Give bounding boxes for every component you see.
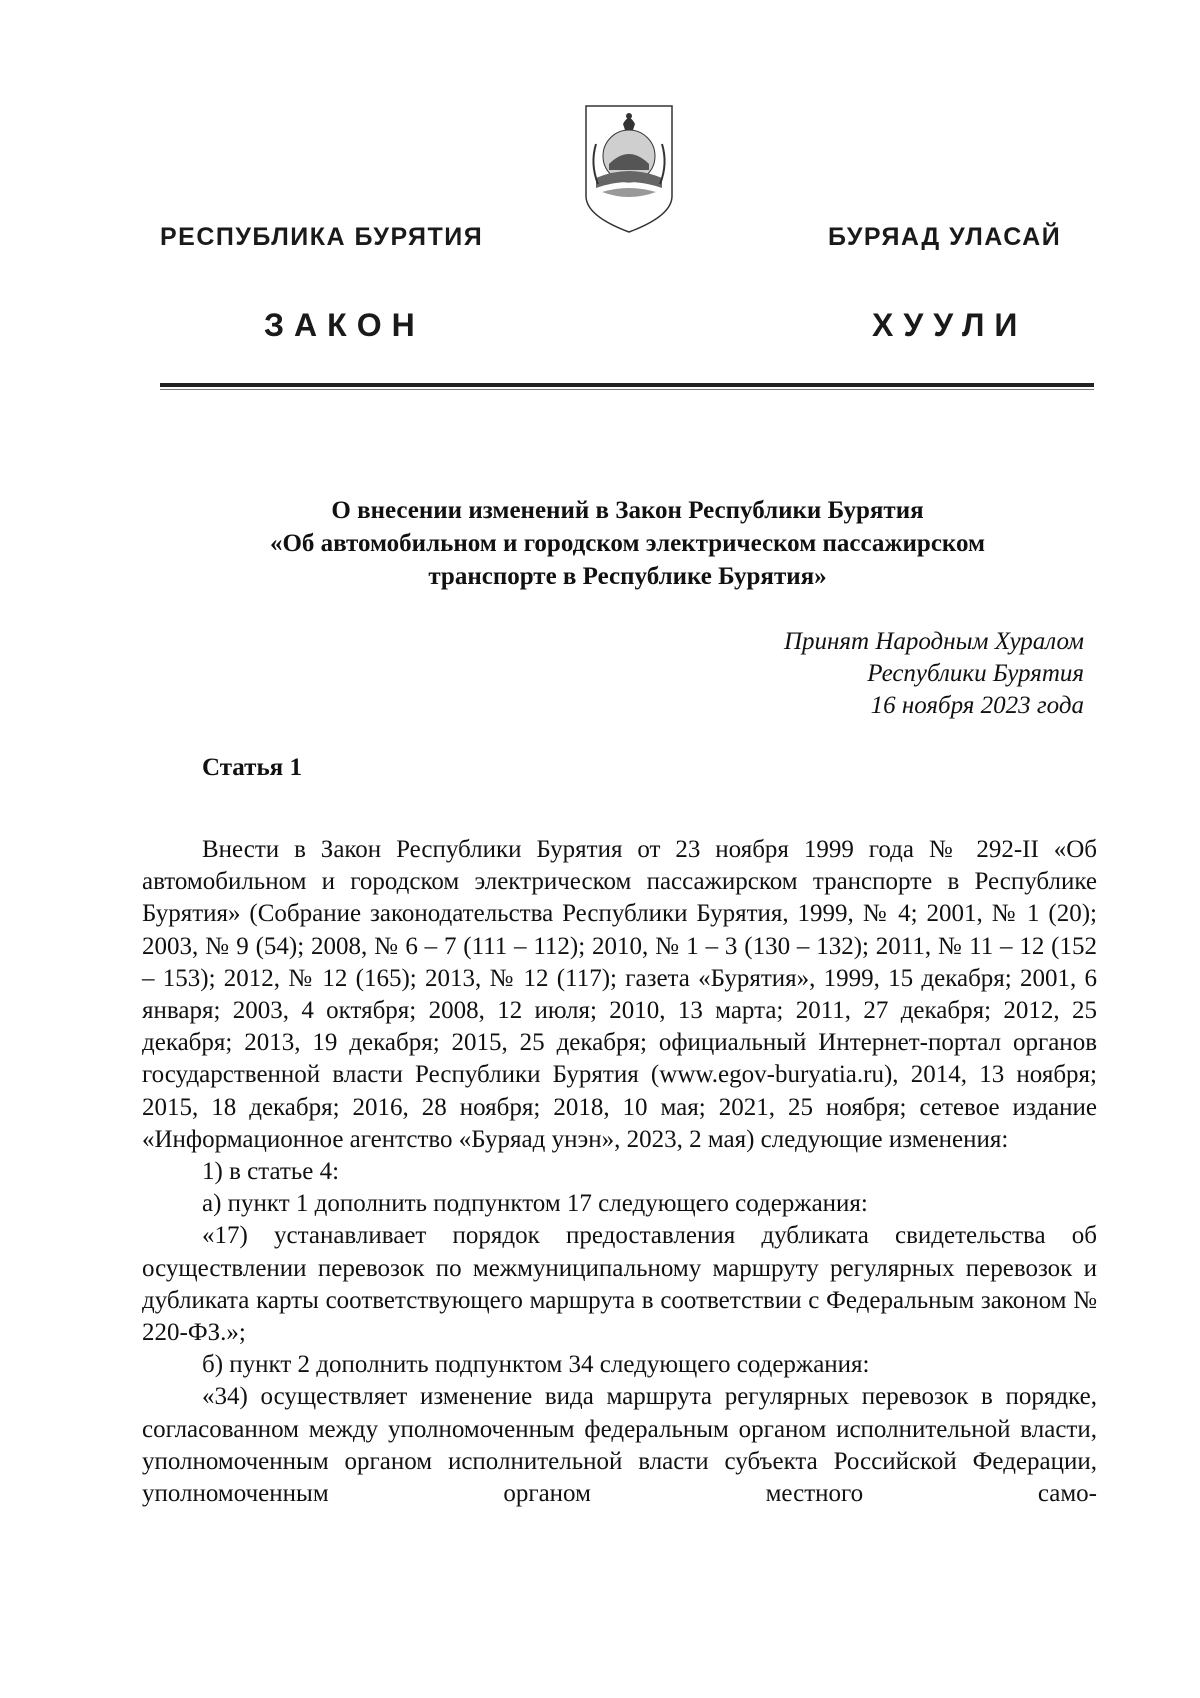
coat-of-arms-icon [582, 104, 676, 236]
paragraph: 1) в статье 4: [202, 1158, 340, 1186]
header-divider-thin [160, 389, 1094, 390]
article-body [142, 834, 1097, 1510]
article-heading: Статья 1 [202, 754, 302, 781]
law-title [140, 494, 1115, 593]
law-title-line: транспорте в Республике Бурятия» [428, 563, 827, 590]
law-title-line: О внесении изменений в Закон Республики Бурятия [331, 497, 924, 524]
paragraph: а) пункт 1 дополнить подпунктом 17 следующего содержания: [202, 1190, 868, 1218]
header-divider [160, 383, 1094, 387]
law-label-buryat: ХУУЛИ [872, 307, 1028, 343]
adoption-note [584, 626, 1084, 722]
republic-name-russian: РЕСПУБЛИКА БУРЯТИЯ [160, 223, 484, 251]
republic-name-buryat: БУРЯАД УЛАСАЙ [828, 223, 1062, 251]
adoption-line: Республики Бурятия [867, 660, 1084, 687]
paragraph: Внести в Закон Республики Бурятия от 23 ноября 1999 года № 292-II «Об автомобильном и городском электрическом пассажирском транспорте в Республике Бурятия» (Собрание законодательства Республики Бурятия, 1999, № 4; 2001, № 1 (20); 2003, № 9 (54); 2008, № 6 – 7 (111 – 112); 2010, № 1 – 3 (130 – 132); 2011, № 11 – 12 (152 – 153); 2012, № 12 (165); 2013, № 12 (117); газета «Бурятия», 1999, 15 декабря; 2001, 6 января; 2003, 4 октября; 2008, 12 июля; 2010, 13 марта; 2011, 27 декабря; 2012, 25 декабря; 2013, 19 декабря; 2015, 25 декабря; официальный Интернет-портал органов государственной власти Республики Бурятия (www.egov-buryatia.ru), 2014, 13 ноября; 2015, 18 декабря; 2016, 28 ноября; 2018, 10 мая; 2021, 25 ноября; сетевое издание «Информационное агентство «Буряад унэн», 2023, 2 мая) следующие изменения: [142, 836, 1097, 1153]
paragraph: «17) устанавливает порядок предоставления дубликата свидетельства об осуществлении перевозок по межмуниципальному маршруту регулярных перевозок и дубликата карты соответствующего маршрута в соответствии с Федеральным законом № 220-ФЗ.»; [142, 1222, 1097, 1347]
law-title-line: «Об автомобильном и городском электрическом пассажирском [269, 530, 986, 557]
adoption-date: 16 ноября 2023 года [870, 692, 1084, 719]
paragraph: «34) осуществляет изменение вида маршрута регулярных перевозок в порядке, согласованном между уполномоченным федеральным органом исполнительной власти, уполномоченным органом исполнительной власти субъекта Российской Федерации, уполномоченным органом местного само- [142, 1383, 1097, 1508]
paragraph: б) пункт 2 дополнить подпунктом 34 следующего содержания: [202, 1351, 870, 1379]
law-label-russian: ЗАКОН [264, 307, 425, 343]
adoption-line: Принят Народным Хуралом [783, 628, 1084, 655]
